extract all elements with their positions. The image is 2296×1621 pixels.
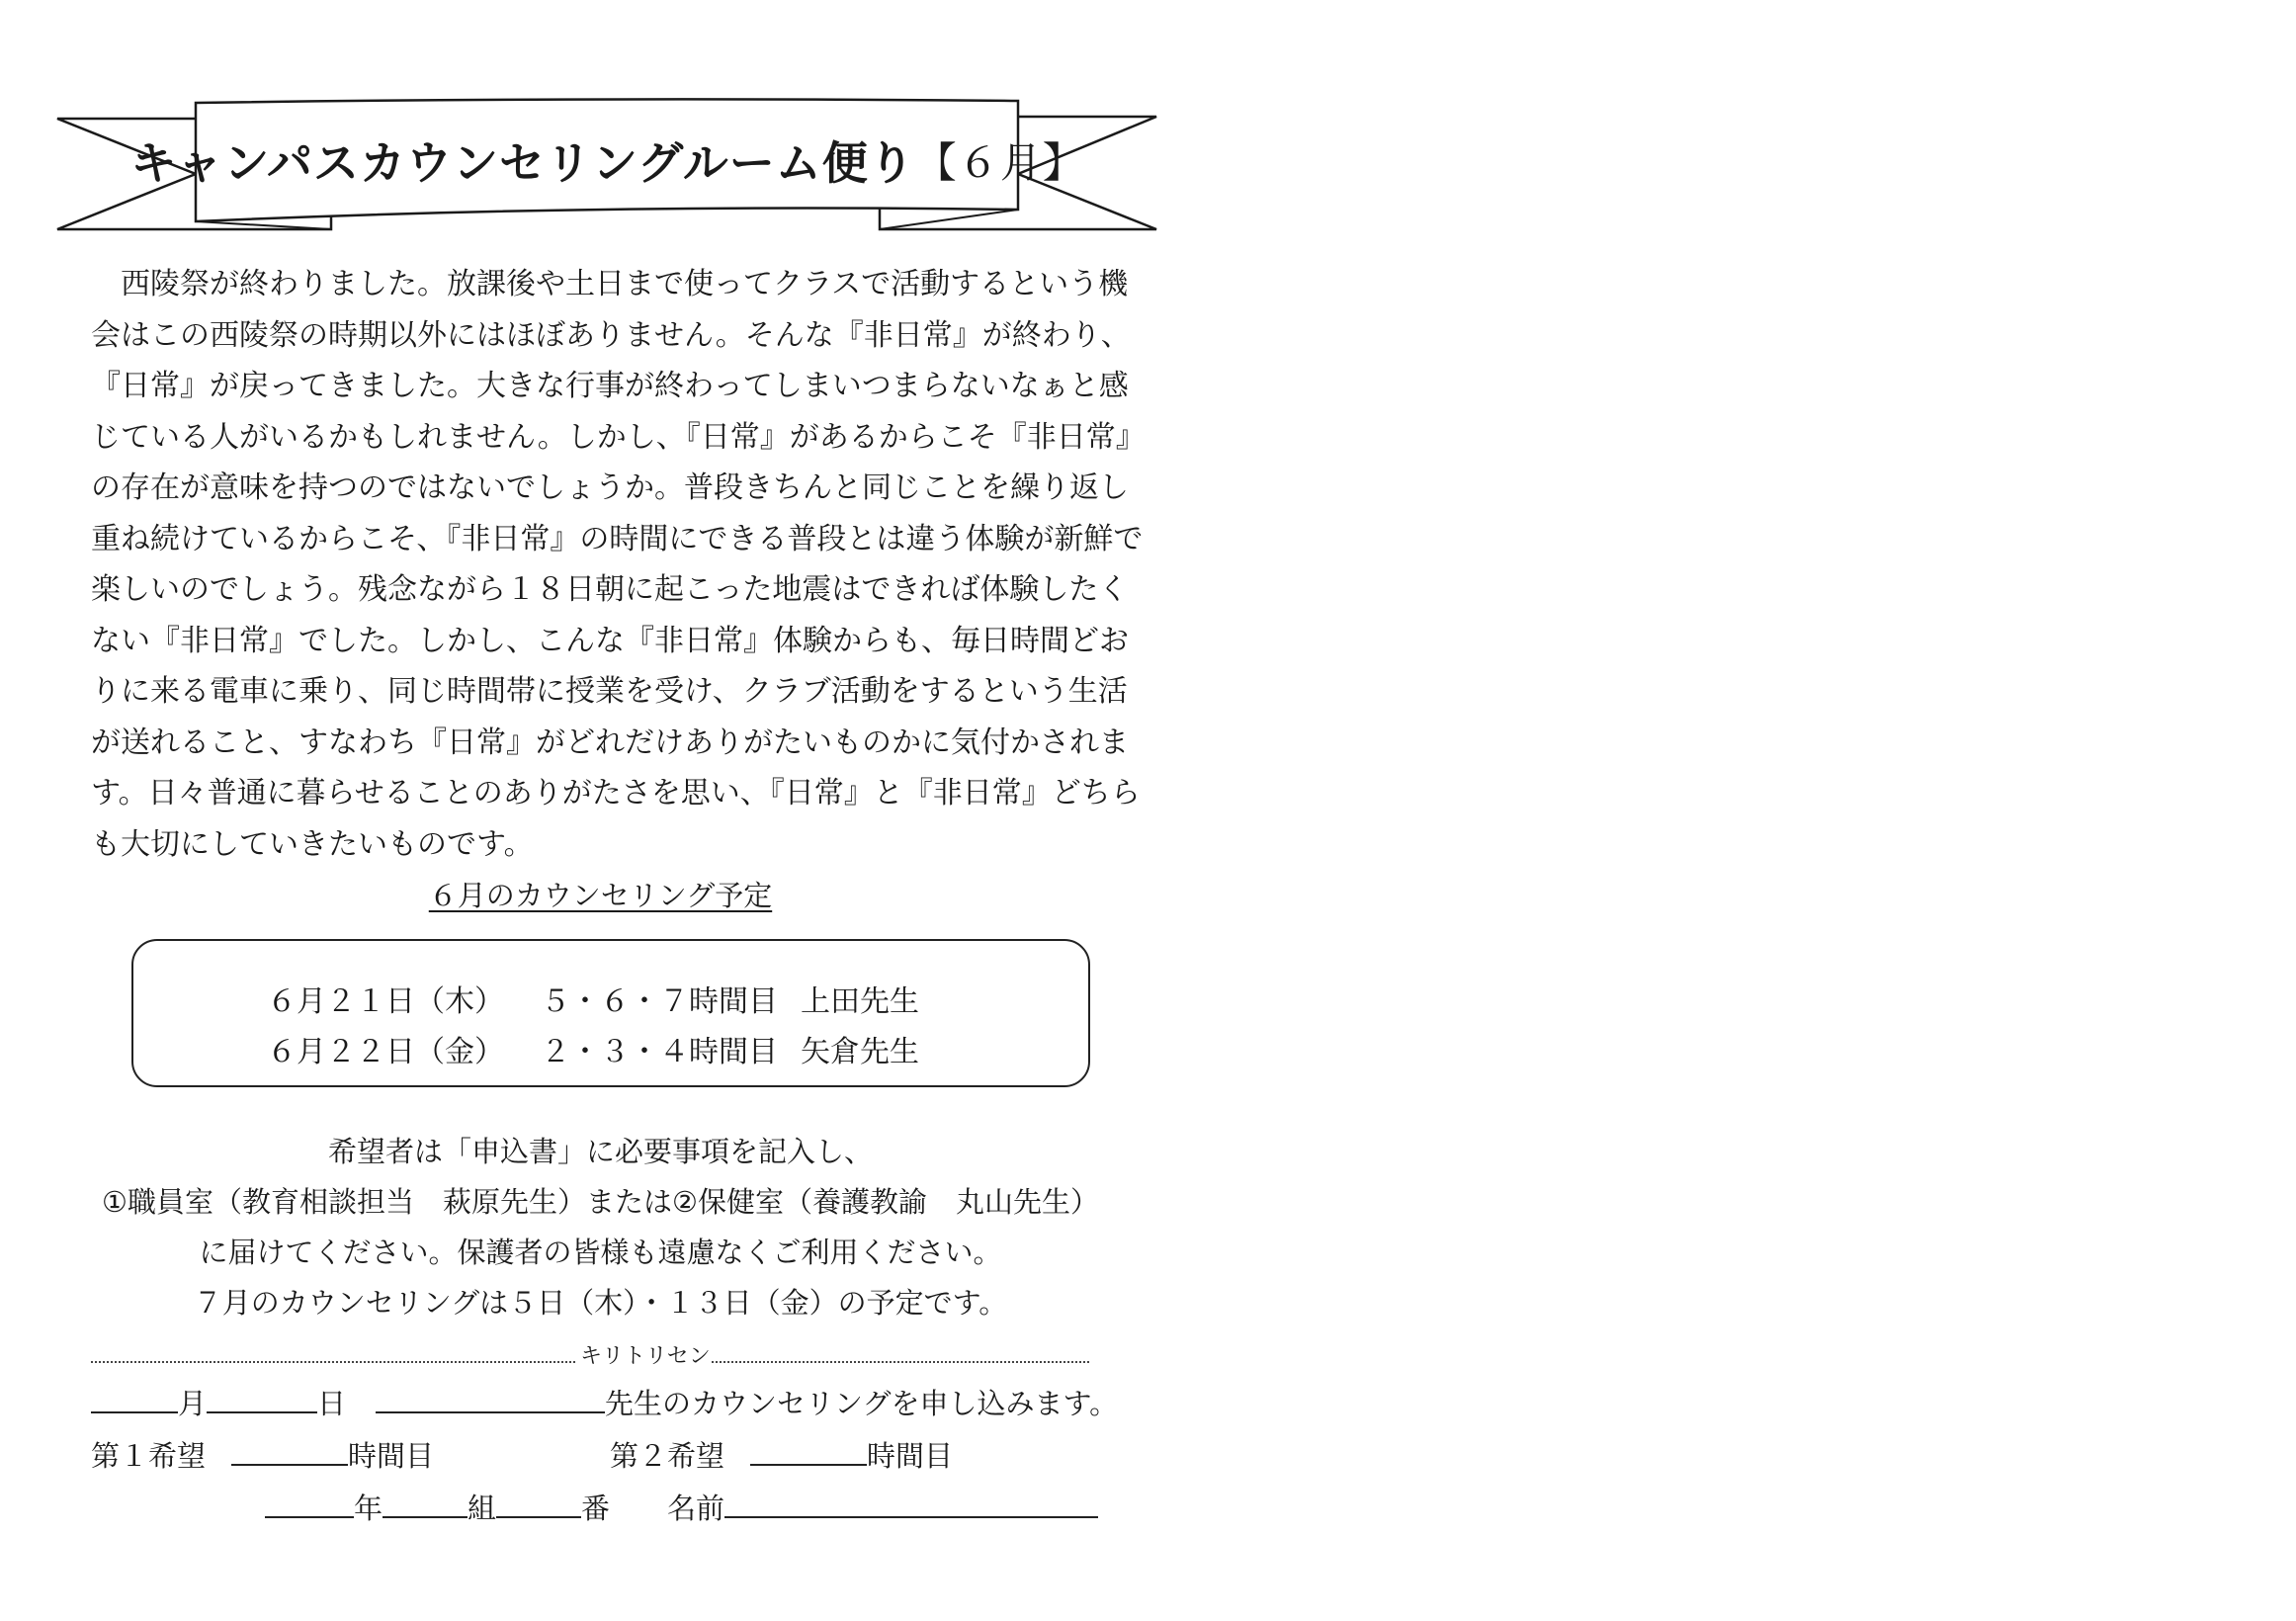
day-blank[interactable] xyxy=(207,1382,317,1413)
day-label: 日 xyxy=(317,1387,347,1420)
schedule-teacher: 上田先生 xyxy=(801,984,919,1019)
number-label: 番 xyxy=(581,1492,611,1525)
title-text: キャンパスカウンセリングルーム便り xyxy=(130,136,915,190)
note-line: に届けてください。保護者の皆様も遠慮なくご利用ください。 xyxy=(199,1236,1002,1269)
schedule-box xyxy=(131,939,1090,1087)
year-label: 年 xyxy=(354,1492,383,1525)
schedule-date: ６月２１日（木） xyxy=(267,984,504,1019)
body-line: 『日常』が戻ってきました。大きな行事が終わってしまいつまらないなぁと感 xyxy=(91,369,1129,403)
body-line: が送れること、すなわち『日常』がどれだけありがたいものかに気付かされま xyxy=(91,725,1129,760)
note-line: ７月のカウンセリングは５日（木）・１３日（金）の予定です。 xyxy=(193,1286,1008,1320)
schedule-period: ２・３・４時間目 xyxy=(541,1035,778,1069)
class-blank[interactable] xyxy=(383,1487,468,1518)
month-label: 月 xyxy=(178,1387,208,1420)
newsletter-title xyxy=(130,111,1085,210)
note-line: ①職員室（教育相談担当 萩原先生）または②保健室（養護教諭 丸山先生） xyxy=(102,1185,1099,1219)
form-row-student xyxy=(265,1487,1098,1527)
form-row-date xyxy=(91,1382,1118,1422)
body-line: の存在が意味を持つのではないでしょうか。普段きちんと同じことを繰り返し xyxy=(91,470,1129,505)
body-paragraph xyxy=(91,259,1146,870)
body-line: 重ね続けているからこそ、『非日常』の時間にできる普段とは違う体験が新鮮で xyxy=(91,521,1144,556)
first-choice-period-label: 時間目 xyxy=(348,1439,435,1473)
schedule-date: ６月２２日（金） xyxy=(267,1035,504,1069)
number-blank[interactable] xyxy=(496,1487,581,1518)
form-row-choices xyxy=(91,1434,953,1475)
cut-line-dots-left xyxy=(91,1361,575,1363)
name-blank[interactable] xyxy=(724,1487,1098,1518)
body-line: 楽しいのでしょう。残念ながら１８日朝に起こった地震はできれば体験したく xyxy=(91,572,1129,607)
name-label: 名前 xyxy=(667,1492,725,1525)
request-label: 先生のカウンセリングを申し込みます。 xyxy=(605,1387,1119,1420)
schedule-teacher: 矢倉先生 xyxy=(801,1035,919,1069)
month-blank[interactable] xyxy=(91,1382,178,1413)
note-line: 希望者は「申込書」に必要事項を記入し、 xyxy=(327,1135,873,1168)
title-month: 【６月】 xyxy=(914,138,1085,187)
year-blank[interactable] xyxy=(265,1487,354,1518)
schedule-heading: ６月のカウンセリング予定 xyxy=(428,879,773,912)
cut-line-label: キリトリセン xyxy=(580,1344,711,1369)
body-line: 西陵祭が終わりました。放課後や土日まで使ってクラスで活動するという機 xyxy=(91,267,1129,301)
second-choice-period-label: 時間目 xyxy=(867,1439,954,1473)
second-choice-blank[interactable] xyxy=(750,1434,867,1466)
schedule-period: ５・６・７時間目 xyxy=(541,984,778,1019)
body-line: じている人がいるかもしれません。しかし、『日常』があるからこそ『非日常』 xyxy=(91,419,1146,455)
body-line: 会はこの西陵祭の時期以外にはほぼありません。そんな『非日常』が終わり、 xyxy=(91,317,1131,353)
cut-line xyxy=(91,1339,1089,1369)
body-line: りに来る電車に乗り、同じ時間帯に授業を受け、クラブ活動をするという生活 xyxy=(91,674,1128,709)
first-choice-blank[interactable] xyxy=(231,1434,348,1466)
class-label: 組 xyxy=(468,1492,497,1525)
first-choice-label: 第１希望 xyxy=(91,1439,207,1473)
body-line: ない『非日常』でした。しかし、こんな『非日常』体験からも、毎日時間どお xyxy=(91,623,1129,658)
body-line: す。日々普通に暮らせることのありがたさを思い、『日常』と『非日常』どちら xyxy=(91,776,1141,810)
cut-line-dots-right xyxy=(712,1361,1089,1363)
second-choice-label: 第２希望 xyxy=(610,1439,725,1473)
teacher-blank[interactable] xyxy=(376,1382,605,1413)
body-line: も大切にしていきたいものです。 xyxy=(91,826,534,862)
